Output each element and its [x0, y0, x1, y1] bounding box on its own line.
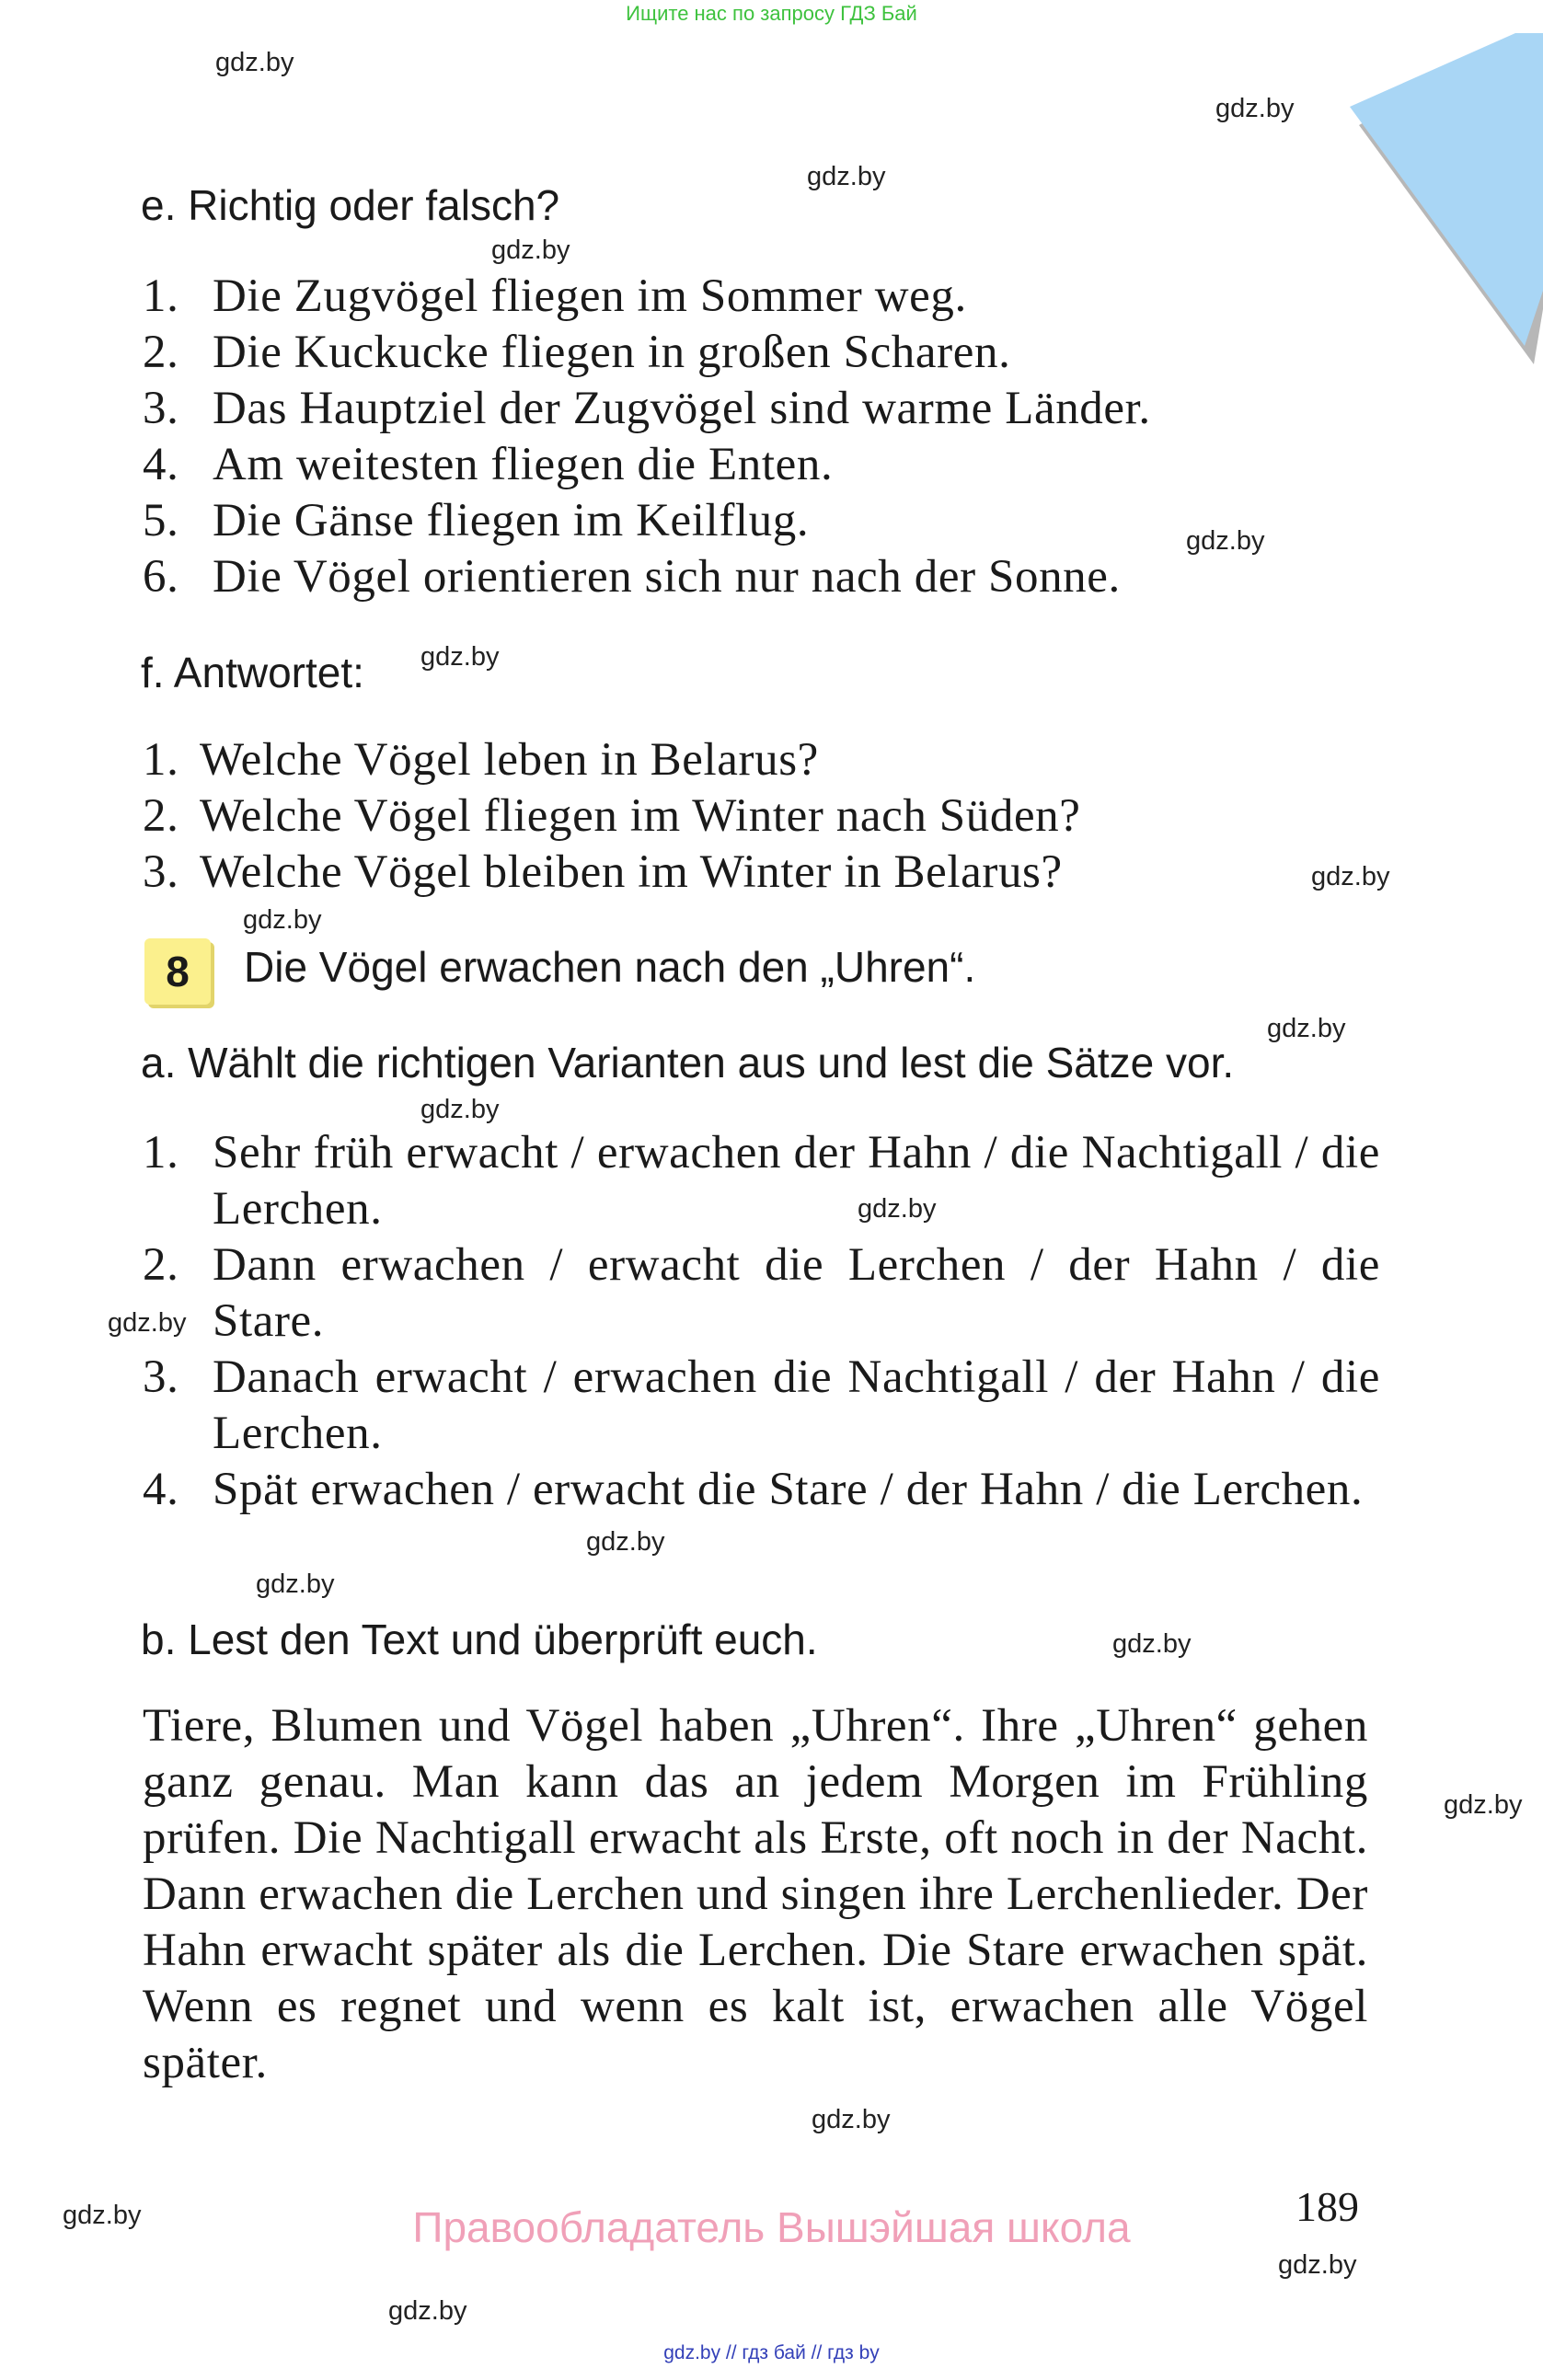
section-a-list — [143, 1125, 1380, 1518]
item-number: 4. — [143, 1464, 179, 1515]
section-b-heading: b. Lest den Text und überprüft euch. — [141, 1615, 818, 1663]
item-number: 1. — [143, 1127, 179, 1179]
watermark: gdz.by — [1267, 1014, 1346, 1043]
list-item — [143, 325, 1380, 381]
watermark: gdz.by — [1112, 1629, 1192, 1659]
item-text: Welche Vögel leben in Belarus? — [200, 734, 819, 786]
item-text: Welche Vögel fliegen im Winter nach Süden? — [200, 790, 1081, 842]
item-text: Die Zugvögel fliegen im Sommer weg. — [213, 270, 967, 322]
list-item — [143, 381, 1380, 437]
page-number: 189 — [1295, 2183, 1359, 2230]
watermark: gdz.by — [1215, 94, 1295, 123]
section-f-list — [143, 732, 1380, 901]
item-number: 2. — [143, 790, 179, 842]
item-text: Danach erwacht / erwachen die Nachtigall / der Hahn / die Lerchen. — [213, 1351, 1380, 1459]
list-item — [143, 493, 1380, 549]
reading-text: Tiere, Blumen und Vögel haben „Uhren“. Ihre „Uhren“ gehen ganz genau. Man kann das an jedem Morgen im Frühling prüfen. Die Nachtigall erwacht als Erste, oft noch in der Nacht. Dann erwachen die Lerchen und singen ihre Lerchenlieder. Der Hahn erwacht später als die Lerchen. Die Stare erwachen spät. Wenn es regnet und wenn es kalt ist, erwachen alle Vögel später. — [143, 1700, 1368, 2088]
item-number: 2. — [143, 1239, 179, 1291]
watermark: gdz.by — [858, 1194, 937, 1224]
list-item — [143, 1350, 1380, 1462]
list-item — [143, 549, 1380, 605]
item-number: 3. — [143, 1351, 179, 1403]
item-text: Sehr früh erwacht / erwachen der Hahn / die Nachtigall / die Lerchen. — [213, 1127, 1380, 1235]
exercise-title: Die Vögel erwachen nach den „Uhren“. — [244, 943, 976, 991]
item-text: Die Kuckucke fliegen in großen Scharen. — [213, 327, 1011, 378]
watermark: gdz.by — [1186, 526, 1265, 556]
list-item — [143, 1462, 1380, 1518]
watermark: gdz.by — [812, 2105, 891, 2134]
item-number: 3. — [143, 846, 179, 898]
watermark: gdz.by — [491, 236, 570, 265]
section-f-heading: f. Antwortet: — [141, 649, 364, 696]
list-item — [143, 437, 1380, 493]
item-text: Das Hauptziel der Zugvögel sind warme Länder. — [213, 383, 1151, 434]
list-item — [143, 845, 1380, 901]
watermark: gdz.by — [388, 2296, 467, 2326]
item-text: Dann erwachen / erwacht die Lerchen / der Hahn / die Stare. — [213, 1239, 1380, 1347]
watermark: gdz.by — [1444, 1790, 1523, 1820]
watermark: gdz.by — [807, 162, 886, 191]
item-number: 3. — [143, 383, 179, 434]
section-a-heading: a. Wählt die richtigen Varianten aus und lest die Sätze vor. — [141, 1039, 1235, 1087]
item-number: 6. — [143, 551, 179, 603]
list-item — [143, 1125, 1380, 1237]
item-text: Die Vögel orientieren sich nur nach der Sonne. — [213, 551, 1121, 603]
item-text: Am weitesten fliegen die Enten. — [213, 439, 834, 490]
list-item — [143, 269, 1380, 325]
item-number: 1. — [143, 734, 179, 786]
top-banner: Ищите нас по запросу ГДЗ Бай — [626, 2, 917, 25]
exercise-number-badge: 8 — [144, 938, 211, 1005]
section-e-heading: e. Richtig oder falsch? — [141, 181, 560, 229]
list-item — [143, 1237, 1380, 1350]
list-item — [143, 788, 1380, 845]
item-text: Welche Vögel bleiben im Winter in Belarus? — [200, 846, 1063, 898]
watermark: gdz.by — [215, 48, 294, 77]
section-e-list — [143, 269, 1380, 605]
item-number: 4. — [143, 439, 179, 490]
list-item — [143, 732, 1380, 788]
watermark: gdz.by — [108, 1308, 187, 1338]
watermark: gdz.by — [1311, 862, 1390, 891]
watermark: gdz.by — [256, 1569, 335, 1599]
watermark: gdz.by — [243, 905, 322, 935]
watermark: gdz.by — [420, 642, 500, 672]
watermark: gdz.by — [420, 1095, 500, 1124]
item-number: 1. — [143, 270, 179, 322]
item-number: 5. — [143, 495, 179, 546]
copyright-notice: Правообладатель Вышэйшая школа — [412, 2203, 1131, 2251]
item-text: Die Gänse fliegen im Keilflug. — [213, 495, 810, 546]
watermark: gdz.by — [586, 1527, 665, 1557]
watermark: gdz.by — [1278, 2250, 1357, 2280]
footer-links: gdz.by // гдз бай // гдз by — [663, 2342, 880, 2363]
item-number: 2. — [143, 327, 179, 378]
watermark: gdz.by — [63, 2201, 142, 2230]
item-text: Spät erwachen / erwacht die Stare / der Hahn / die Lerchen. — [213, 1464, 1364, 1515]
